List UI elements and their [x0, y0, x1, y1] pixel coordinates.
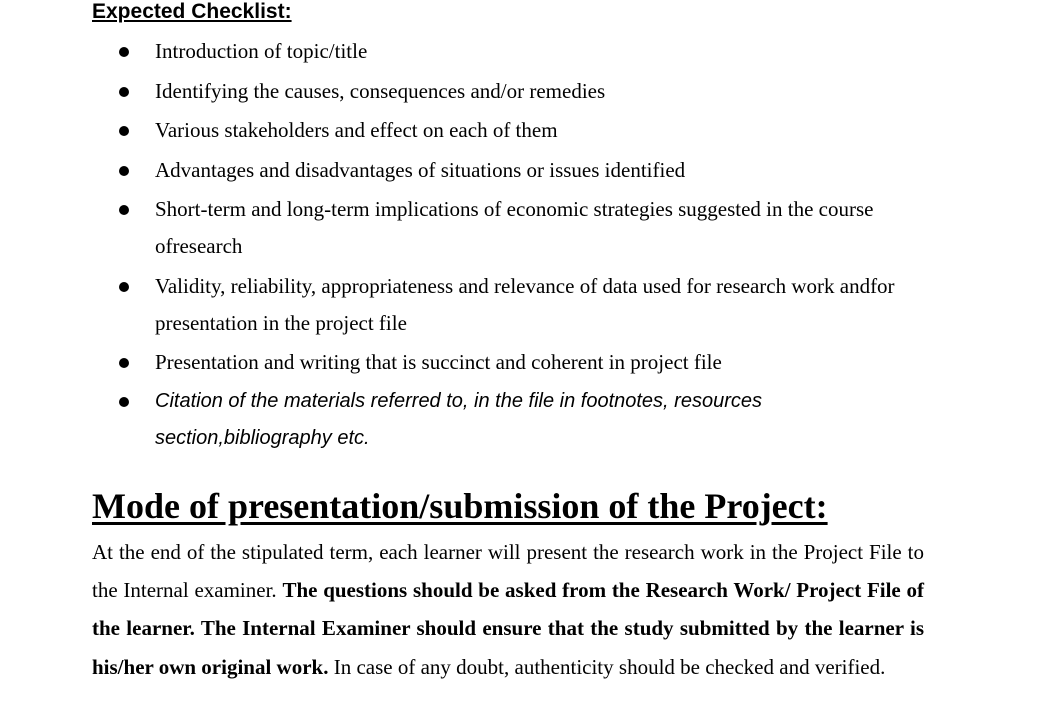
bullet-icon [119, 397, 129, 407]
bullet-icon [119, 282, 129, 292]
checklist-item-text: Validity, reliability, appropriateness and relevance of data used for research work andfor presentation in the project file [155, 274, 895, 335]
checklist-item-text: Citation of the materials referred to, in the file in footnotes, resources section,bibliography etc. [155, 390, 762, 449]
checklist-heading: Expected Checklist: [92, 0, 292, 23]
checklist-item-text: Short-term and long-term implications of economic strategies suggested in the course ofresearch [155, 197, 874, 258]
section-heading: Mode of presentation/submission of the Project: [92, 486, 828, 526]
paragraph-outro: In case of any doubt, authenticity should be checked and verified. [328, 654, 886, 679]
checklist-item-text: Advantages and disadvantages of situations or issues identified [155, 158, 686, 182]
section-paragraph [92, 533, 924, 686]
checklist-item-text: Various stakeholders and effect on each of them [155, 118, 558, 142]
bullet-icon [119, 87, 129, 97]
bullet-icon [119, 166, 129, 176]
bullet-icon [119, 47, 129, 57]
bullet-icon [119, 205, 129, 215]
paragraph-emphasis: The questions should be asked from the Research Work/ Project File of the learner. The Internal Examiner should ensure that the study submitted by the learner is his/her own original work. [92, 578, 925, 679]
bullet-icon [119, 126, 129, 136]
checklist-item-text: Introduction of topic/title [155, 39, 368, 63]
checklist-item-text: Identifying the causes, consequences and/or remedies [155, 79, 606, 103]
paragraph-intro: At the end of the stipulated term, each learner will present the research work in the Project File to the Internal examiner. [92, 540, 924, 603]
bullet-icon [119, 358, 129, 368]
checklist-item-text: Presentation and writing that is succinct and coherent in project file [155, 350, 722, 374]
